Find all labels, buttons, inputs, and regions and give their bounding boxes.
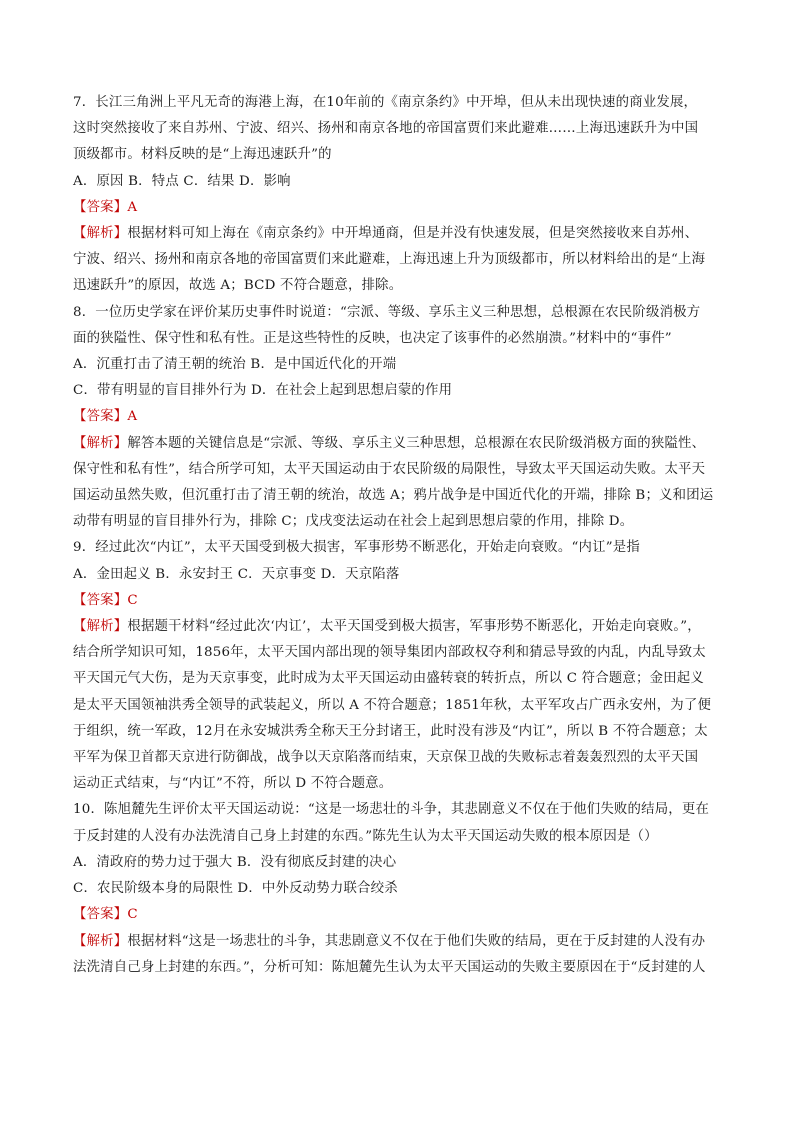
analysis-text: 于组织，统一军政，12月在永安城洪秀全称天王分封诸王，此时没有涉及“内讧”，所以 B 不符合题意；太 xyxy=(73,723,708,739)
question-stem: 顶级都市。材料反映的是“上海迅速跃升”的 xyxy=(73,147,332,163)
analysis-text: 是太平天国领袖洪秀全领导的武装起义，所以 A 不符合题意；1851年秋，太平军攻占广西永安州，为了便 xyxy=(73,697,712,713)
question-stem: 7．长江三角洲上平凡无奇的海港上海，在10年前的《南京条约》中开埠，但从未出现快速的商业发展， xyxy=(73,95,698,110)
analysis-text: 动带有明显的盲目排外行为，排除 C；戊戌变法运动在社会上起到思想启蒙的作用，排除 D。 xyxy=(73,514,634,530)
analysis-label: 【解析】 xyxy=(73,226,128,242)
answer-label: 【答案】 xyxy=(73,199,128,215)
answer-line xyxy=(73,902,734,928)
analysis-text: 根据材料可知上海在《南京条约》中开埠通商，但是并没有快速发展，但是突然接收来自苏州、 xyxy=(127,226,699,242)
answer-label: 【答案】 xyxy=(73,409,128,425)
question-10 xyxy=(73,797,734,980)
answer-label: 【答案】 xyxy=(73,907,128,923)
question-stem: 8．一位历史学家在评价某历史事件时说道：“宗派、等级、享乐主义三种思想，总根源在农民阶级消极方 xyxy=(73,304,701,320)
question-9 xyxy=(73,535,734,797)
analysis-text: 迅速跃升”的原因，故选 A；BCD 不符合题意，排除。 xyxy=(73,278,403,294)
analysis-label: 【解析】 xyxy=(73,619,128,635)
answer-value: C xyxy=(127,592,138,608)
analysis-text: 国运动虽然失败，但沉重打击了清王朝的统治，故选 A；鸦片战争是中国近代化的开端，排除 B；义和团运 xyxy=(73,488,714,504)
analysis-label: 【解析】 xyxy=(73,435,128,451)
analysis-text: 结合所学知识可知，1856年，太平天国内部出现的领导集团内部政权夺利和猜忌导致的内乱，内乱导致太 xyxy=(73,645,706,661)
answer-line xyxy=(73,588,734,614)
question-stem: 于反封建的人没有办法洗清自己身上封建的东西。”陈先生认为太平天国运动失败的根本原因是（） xyxy=(73,828,658,844)
analysis-text: 解答本题的关键信息是“宗派、等级、享乐主义三种思想，总根源在农民阶级消极方面的狭隘性、 xyxy=(127,435,706,451)
question-stem: 10．陈旭麓先生评价太平天国运动说：“这是一场悲壮的斗争，其悲剧意义不仅在于他们失败的结局，更在 xyxy=(73,802,710,818)
analysis-text: 根据材料“这是一场悲壮的斗争，其悲剧意义不仅在于他们失败的结局，更在于反封建的人没有办 xyxy=(127,933,706,949)
analysis-line xyxy=(73,431,734,457)
question-8 xyxy=(73,300,734,536)
analysis-text: 宁波、绍兴、扬州和南京各地的帝国富贾们来此避难，上海迅速上升为顶级都市，所以材料给出的是“上海 xyxy=(73,252,706,268)
answer-options: A．原因 B．特点 C．结果 D．影响 xyxy=(73,173,291,189)
answer-options: C．农民阶级本身的局限性 D．中外反动势力联合绞杀 xyxy=(73,881,398,897)
analysis-text: 根据题干材料“经过此次‘内讧’，太平天国受到极大损害，军事形势不断恶化，开始走向衰败。”， xyxy=(127,619,701,635)
analysis-text: 保守性和私有性”，结合所学可知，太平天国运动由于农民阶级的局限性，导致太平天国运动失败。太平天 xyxy=(73,461,706,477)
analysis-line xyxy=(73,221,734,247)
answer-value: A xyxy=(127,199,138,215)
question-7 xyxy=(73,90,734,300)
answer-value: A xyxy=(127,409,138,425)
analysis-line xyxy=(73,929,734,955)
answer-options: A．金田起义 B．永安封王 C．天京事变 D．天京陷落 xyxy=(73,566,400,582)
analysis-text: 平军为保卫首都天京进行防御战，战争以天京陷落而结束，天京保卫战的失败标志着轰轰烈烈的太平天国 xyxy=(73,750,699,766)
analysis-label: 【解析】 xyxy=(73,933,128,949)
analysis-text: 平天国元气大伤，是为天京事变，此时成为太平天国运动由盛转衰的转折点，所以 C 符合题意；金田起义 xyxy=(73,671,704,687)
analysis-line xyxy=(73,614,734,640)
answer-label: 【答案】 xyxy=(73,592,128,608)
answer-options: A．清政府的势力过于强大 B．没有彻底反封建的决心 xyxy=(73,854,397,870)
question-stem: 面的狭隘性、保守性和私有性。正是这些特性的反映，也决定了该事件的必然崩溃。”材料中的“事件” xyxy=(73,330,672,346)
answer-options: A．沉重打击了清王朝的统治 B．是中国近代化的开端 xyxy=(73,357,397,373)
answer-line xyxy=(73,195,734,221)
answer-value: C xyxy=(127,907,138,923)
answer-options: C．带有明显的盲目排外行为 D．在社会上起到思想启蒙的作用 xyxy=(73,383,453,399)
question-stem: 这时突然接收了来自苏州、宁波、绍兴、扬州和南京各地的帝国富贾们来此避难……上海迅速跃升为中国 xyxy=(73,121,699,137)
question-stem: 9．经过此次“内讧”，太平天国受到极大损害，军事形势不断恶化，开始走向衰败。“内讧”是指 xyxy=(73,540,640,556)
analysis-text: 法洗清自己身上封建的东西。”，分析可知：陈旭麓先生认为太平天国运动的失败主要原因在于“反封建的人 xyxy=(73,959,706,975)
answer-line xyxy=(73,404,734,430)
analysis-text: 运动正式结束，与“内讧”不符，所以 D 不符合题意。 xyxy=(73,776,393,792)
